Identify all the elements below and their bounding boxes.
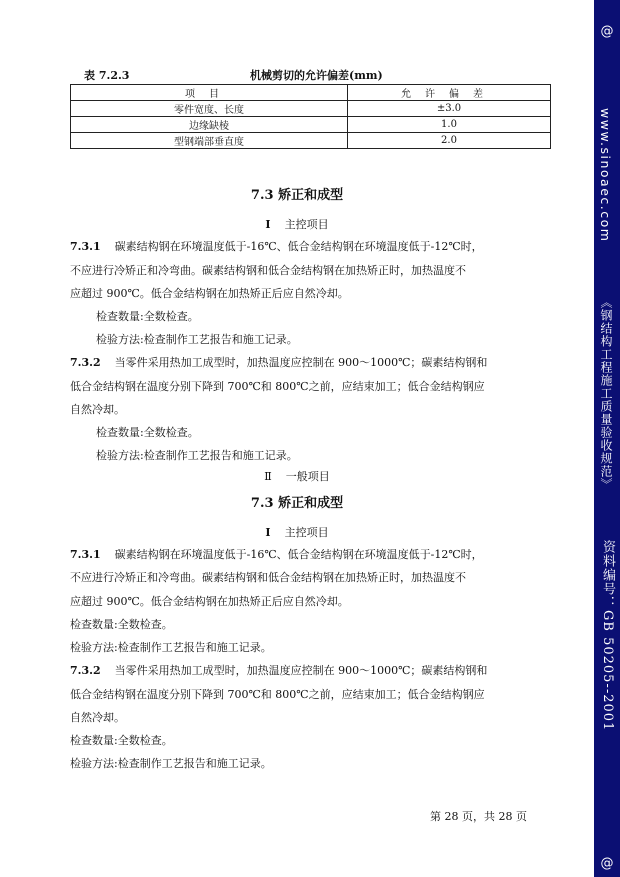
at-symbol: @ [600, 24, 614, 39]
subsection-label: 主控项目 [284, 218, 329, 231]
subsection-heading [0, 524, 594, 540]
clause-line: 低合金结构钢在温度分别下降到 700℃和 800℃之前，应结束加工；低合金结构钢应 [70, 688, 485, 701]
clause-line: 应超过 900℃。低合金结构钢在加热矫正后应自然冷却。 [70, 287, 349, 300]
tolerance-table [70, 84, 551, 149]
subsection-heading [0, 216, 594, 232]
clause-line [70, 238, 483, 254]
clause-line: 自然冷却。 [70, 403, 125, 416]
check-method: 检验方法:检查制作工艺报告和施工记录。 [70, 757, 272, 770]
table-header-row [71, 85, 551, 101]
table-header-cell: 项目 [71, 85, 348, 101]
clause-number: 7.3.2 [70, 664, 101, 677]
clause-line: 应超过 900℃。低合金结构钢在加热矫正后应自然冷却。 [70, 595, 349, 608]
table-row [71, 101, 551, 117]
clause-line [70, 354, 487, 370]
clause-text: 当零件采用热加工成型时，加热温度应控制在 900～1000℃；碳素结构钢和 [114, 356, 488, 369]
clause-line: 不应进行冷矫正和冷弯曲。碳素结构钢和低合金结构钢在加热矫正时，加热温度不 [70, 264, 466, 277]
subsection-numeral: Ⅰ [265, 218, 271, 231]
table-cell: 2.0 [348, 133, 551, 149]
check-method: 检验方法:检查制作工艺报告和施工记录。 [96, 449, 298, 462]
table-row [71, 117, 551, 133]
clause-number: 7.3.1 [70, 548, 101, 561]
section-title: 7.3 矫正和成型 [250, 496, 344, 511]
check-quantity: 检查数量:全数检查。 [70, 734, 173, 747]
page-footer: 第 28 页，共 28 页 [430, 810, 527, 823]
at-symbol: @ [600, 856, 614, 871]
clause-line: 低合金结构钢在温度分别下降到 700℃和 800℃之前，应结束加工；低合金结构钢应 [70, 380, 485, 393]
clause-number: 7.3.1 [70, 240, 101, 253]
clause-line [70, 546, 483, 562]
table-cell: 1.0 [348, 117, 551, 133]
check-method: 检验方法:检查制作工艺报告和施工记录。 [70, 641, 272, 654]
document-code: 资料编号：GB 50205--2001 [600, 540, 615, 732]
clause-text: 碳素结构钢在环境温度低于-16℃、低合金结构钢在环境温度低于-12℃时， [114, 240, 483, 253]
clause-text: 碳素结构钢在环境温度低于-16℃、低合金结构钢在环境温度低于-12℃时， [114, 548, 483, 561]
table-cell: 边缘缺棱 [71, 117, 348, 133]
side-banner [594, 0, 620, 877]
subsection-label: 一般项目 [285, 470, 330, 483]
section-title: 7.3 矫正和成型 [250, 188, 344, 203]
subsection-label: 主控项目 [284, 526, 329, 539]
check-method: 检验方法:检查制作工艺报告和施工记录。 [96, 333, 298, 346]
check-quantity: 检查数量:全数检查。 [70, 618, 173, 631]
check-quantity: 检查数量:全数检查。 [96, 310, 199, 323]
clause-number: 7.3.2 [70, 356, 101, 369]
book-title: 《钢结构工程施工质量验收规范》 [599, 296, 613, 491]
table-cell: 零件宽度、长度 [71, 101, 348, 117]
table-title: 机械剪切的允许偏差(mm) [250, 69, 383, 82]
clause-line: 自然冷却。 [70, 711, 125, 724]
table-cell: 型钢端部垂直度 [71, 133, 348, 149]
clause-line: 不应进行冷矫正和冷弯曲。碳素结构钢和低合金结构钢在加热矫正时，加热温度不 [70, 571, 466, 584]
table-row [71, 133, 551, 149]
subsection-heading [0, 468, 594, 484]
site-url[interactable]: www.sinoaec.com [598, 108, 613, 243]
clause-text: 当零件采用热加工成型时，加热温度应控制在 900～1000℃；碳素结构钢和 [114, 664, 488, 677]
check-quantity: 检查数量:全数检查。 [96, 426, 199, 439]
table-cell: ±3.0 [348, 101, 551, 117]
table-header-cell: 允许偏差 [348, 85, 551, 101]
subsection-numeral: Ⅱ [264, 470, 272, 483]
table-caption [70, 67, 550, 83]
clause-line [70, 662, 487, 678]
table-number: 表 7.2.3 [84, 69, 130, 82]
subsection-numeral: Ⅰ [265, 526, 271, 539]
